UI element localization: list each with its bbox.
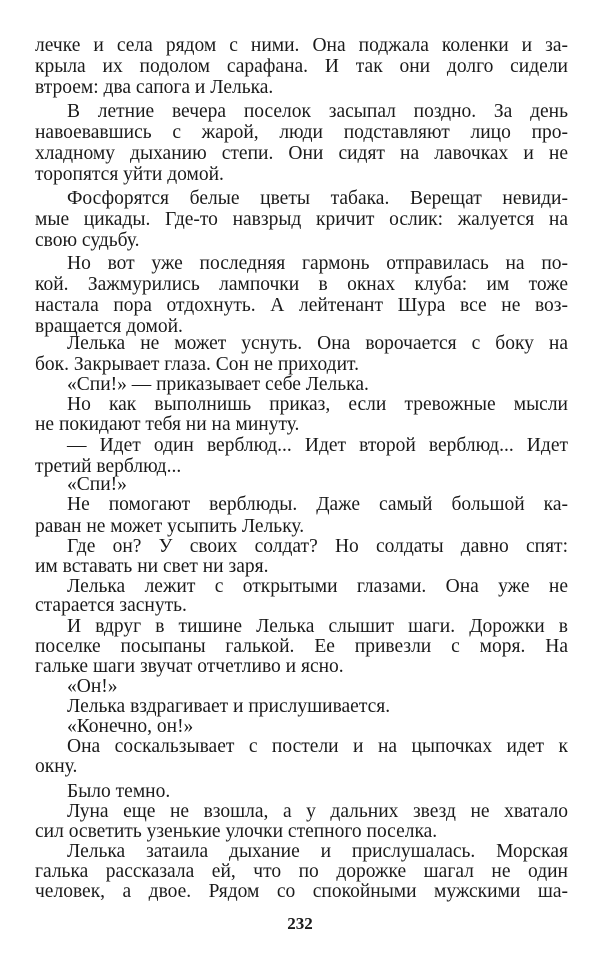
text-line: настала пора отдохнуть. А лейтенант Шура все не воз- [35, 295, 568, 316]
text-line: И вдруг в тишине Лелька слышит шаги. Дорожки в [67, 616, 568, 637]
text-line: человек, а двое. Рядом со спокойными мужскими ша- [35, 881, 568, 902]
text-line: Но как выполнишь приказ, если тревожные мысли [67, 394, 568, 415]
text-line: Где он? У своих солдат? Но солдаты давно спят: [67, 536, 568, 557]
text-line: Луна еще не взошла, а у дальних звезд не хватало [67, 801, 568, 822]
text-line: «Спи!» [67, 474, 127, 495]
text-line: не покидают тебя ни на минуту. [35, 414, 300, 435]
text-line: мые цикады. Где-то навзрыд кричит ослик: жалуется на [35, 209, 568, 230]
text-line: сил осветить узенькие улочки степного поселка. [35, 821, 438, 842]
text-line: Лелька вздрагивает и прислушивается. [67, 696, 391, 717]
text-line: навоевавшись с жарой, люди подставляют лицо про- [35, 122, 568, 143]
text-line: Фосфорятся белые цветы табака. Верещат невиди- [67, 188, 568, 209]
text-line: поселке посыпаны галькой. Ее привезли с моря. На [35, 636, 568, 657]
text-line: Она соскальзывает с постели и на цыпочках идет к [67, 736, 568, 757]
text-line: хладному дыханию степи. Они сидят на лавочках и не [35, 143, 568, 164]
page-number: 232 [287, 914, 313, 933]
text-line: гальке шаги звучат отчетливо и ясно. [35, 656, 344, 677]
text-line: В летние вечера поселок засыпал поздно. За день [67, 101, 568, 122]
text-line: старается заснуть. [35, 595, 187, 616]
text-line: «Конечно, он!» [67, 716, 194, 737]
text-line: торопятся уйти домой. [35, 164, 224, 185]
text-line: Лелька не может уснуть. Она ворочается с боку на [67, 333, 568, 354]
text-line: вращается домой. [35, 316, 183, 337]
text-line: «Спи!» — приказывает себе Лелька. [67, 374, 369, 395]
text-line: Было темно. [67, 781, 171, 802]
text-line: лечке и села рядом с ними. Она поджала коленки и за- [35, 35, 568, 56]
text-line: — Идет один верблюд... Идет второй верблюд... Идет [67, 435, 568, 456]
text-line: галька рассказала ей, что по дорожке шагал не один [35, 861, 568, 882]
text-line: Лелька лежит с открытыми глазами. Она уже не [67, 576, 568, 597]
text-line: «Он!» [67, 676, 118, 697]
text-line: им вставать ни свет ни заря. [35, 556, 269, 577]
text-line: Лелька затаила дыхание и прислушалась. Морская [67, 841, 568, 862]
text-line: крыла их подолом сарафана. И так они долго сидели [35, 56, 568, 77]
text-line: раван не может усыпить Лельку. [35, 516, 305, 537]
text-line: Не помогают верблюды. Даже самый большой ка- [67, 494, 568, 515]
text-line: окну. [35, 756, 78, 777]
text-line: свою судьбу. [35, 230, 140, 251]
text-line: втроем: два сапога и Лелька. [35, 77, 274, 98]
text-line: бок. Закрывает глаза. Сон не приходит. [35, 354, 359, 375]
text-line: третий верблюд... [35, 456, 182, 477]
text-line: Но вот уже последняя гармонь отправилась на по- [67, 253, 568, 274]
text-line: кой. Зажмурились лампочки в окнах клуба: им тоже [35, 274, 568, 295]
